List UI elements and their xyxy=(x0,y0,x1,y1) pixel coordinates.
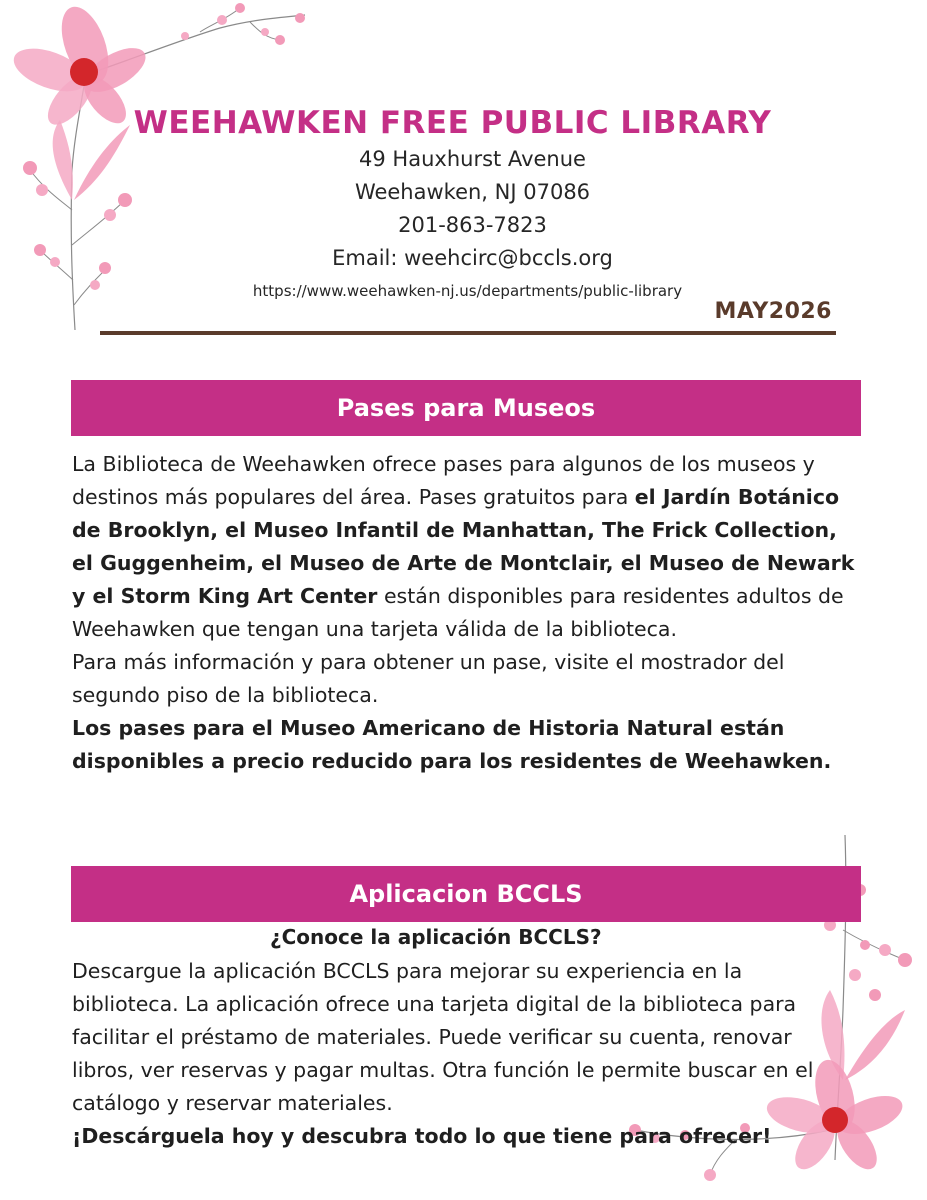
bccls-app-body xyxy=(72,955,862,1153)
section-title: Pases para Museos xyxy=(336,394,596,422)
email-address[interactable]: Email: weehcirc@bccls.org xyxy=(332,246,613,270)
section-title: Aplicacion BCCLS xyxy=(349,880,583,908)
address-city: Weehawken, NJ 07086 xyxy=(354,180,591,204)
section-header-museum-passes xyxy=(71,380,861,436)
phone-number: 201-863-7823 xyxy=(398,213,547,237)
issue-date: MAY2026 xyxy=(714,299,832,324)
app-paragraph: Descargue la aplicación BCCLS para mejorar su experiencia en la biblioteca. La aplicación ofrece una tarjeta digital de la biblioteca para facilitar el préstamo de materiales. Puede verificar su cuenta, renovar libros, ver reservas y pagar multas. Otra función le permite buscar en el catálogo y reservar materiales. xyxy=(72,959,814,1115)
section-header-bccls-app xyxy=(71,866,861,922)
website-link[interactable]: https://www.weehawken-nj.us/departments/public-library xyxy=(252,282,683,300)
app-closing: ¡Descárguela hoy y descubra todo lo que tiene para ofrecer! xyxy=(72,1124,772,1148)
museum-paragraph-1: La Biblioteca de Weehawken ofrece pases para algunos de los museos y destinos más populares del área. Pases gratuitos para el Jardín Botánico de Brooklyn, el Museo Infantil de Manhattan, The Frick Collection, el Guggenheim, el Museo de Arte de Montclair, el Museo de Newark y el Storm King Art Center están disponibles para residentes adultos de Weehawken que tengan una tarjeta válida de la biblioteca. xyxy=(72,452,855,641)
museum-paragraph-2: Para más información y para obtener un pase, visite el mostrador del segundo piso de la biblioteca. xyxy=(72,650,785,707)
museum-paragraph-3: Los pases para el Museo Americano de Historia Natural están disponibles a precio reducido para los residentes de Weehawken. xyxy=(72,716,832,773)
address-street: 49 Hauxhurst Avenue xyxy=(359,147,586,171)
header-divider xyxy=(100,331,836,335)
app-subtitle: ¿Conoce la aplicación BCCLS? xyxy=(270,925,602,949)
library-name: WEEHAWKEN FREE PUBLIC LIBRARY xyxy=(133,105,772,141)
museum-passes-body xyxy=(72,448,862,778)
museum-list: el Jardín Botánico de Brooklyn, el Museo Infantil de Manhattan, The Frick Collection, el Guggenheim, el Museo de Arte de Montclair, el Museo de Newark y el Storm King Art Center xyxy=(72,485,855,608)
